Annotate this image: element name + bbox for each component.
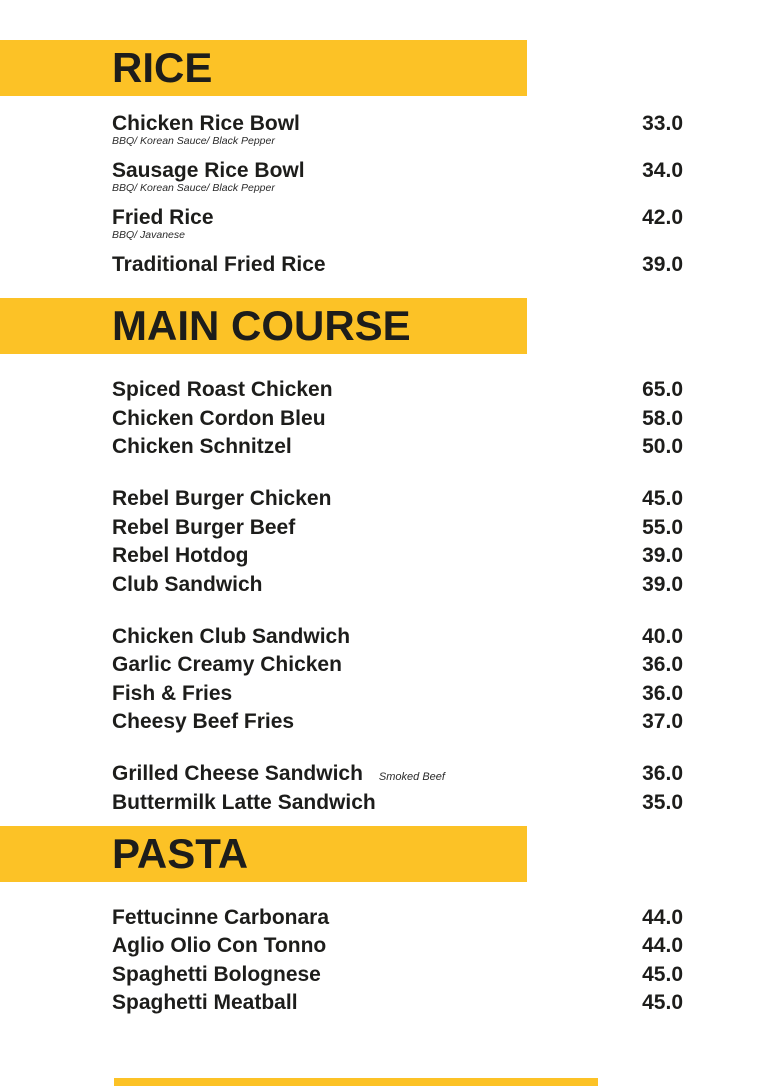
item-group (112, 112, 683, 276)
section-banner (0, 298, 527, 354)
menu-item-row (112, 435, 683, 458)
item-name: Spaghetti Bolognese (112, 962, 321, 986)
item-group (112, 378, 683, 458)
item-name-block (112, 934, 326, 957)
item-name-block (112, 573, 263, 596)
item-name-block (112, 253, 326, 276)
item-name: Fish & Fries (112, 681, 233, 705)
menu-item-row (112, 682, 683, 705)
item-name-block (112, 378, 333, 401)
menu-item-row (112, 159, 683, 195)
item-name-block (112, 112, 300, 148)
item-price: 39.0 (642, 572, 683, 596)
menu-item-row (112, 378, 683, 401)
item-name-block (112, 407, 326, 430)
section-items (0, 906, 768, 1015)
item-name: Fried Rice (112, 206, 214, 229)
item-price: 50.0 (642, 435, 683, 458)
item-name-block (112, 710, 294, 733)
menu-item-row (112, 762, 683, 785)
item-group (112, 625, 683, 734)
section-items (0, 112, 768, 276)
section-title: PASTA (112, 829, 249, 877)
item-price: 44.0 (642, 905, 683, 929)
menu-item-row (112, 487, 683, 510)
item-name: Club Sandwich (112, 572, 263, 596)
menu-item-row (112, 963, 683, 986)
item-name: Aglio Olio Con Tonno (112, 934, 327, 957)
item-name: Traditional Fried Rice (112, 253, 326, 276)
item-name: Rebel Burger Chicken (112, 487, 332, 510)
item-inline-note: Smoked Beef (378, 771, 445, 783)
section-banner (0, 40, 527, 96)
item-price: 44.0 (642, 934, 683, 957)
item-name-block (112, 625, 350, 648)
item-name-block (112, 206, 214, 242)
item-name: Fettucinne Carbonara (112, 905, 330, 929)
item-name-block (112, 682, 232, 705)
section-title: RICE (112, 44, 213, 91)
item-price: 36.0 (642, 653, 683, 676)
item-name-block (112, 544, 249, 567)
menu-item-row (112, 206, 683, 242)
item-price: 45.0 (642, 487, 683, 510)
item-name-block (112, 653, 342, 676)
item-name: Grilled Cheese Sandwich (112, 762, 363, 785)
item-name-block (112, 906, 329, 929)
item-name-block (112, 435, 292, 458)
item-price: 35.0 (642, 790, 683, 814)
item-price: 58.0 (642, 406, 683, 430)
item-name: Spiced Roast Chicken (112, 378, 333, 401)
next-section-banner-cutoff (114, 1078, 598, 1086)
menu-item-row (112, 710, 683, 733)
item-name: Chicken Club Sandwich (112, 624, 351, 648)
item-name: Buttermilk Latte Sandwich (112, 790, 376, 814)
item-name-block (112, 791, 376, 814)
item-price: 40.0 (642, 624, 683, 648)
item-name: Cheesy Beef Fries (112, 710, 295, 733)
item-name: Rebel Hotdog (112, 544, 249, 567)
menu-item-row (112, 791, 683, 814)
menu-section-pasta (0, 826, 768, 1015)
item-name-block (112, 516, 295, 539)
item-name: Rebel Burger Beef (112, 515, 296, 539)
item-price: 36.0 (642, 762, 683, 785)
menu-item-row (112, 991, 683, 1014)
section-title: MAIN COURSE (112, 302, 411, 349)
item-name-block (112, 762, 445, 785)
item-name-block (112, 159, 305, 195)
item-price: 65.0 (642, 378, 683, 401)
menu-item-row (112, 516, 683, 539)
section-items (0, 378, 768, 814)
section-banner (0, 826, 527, 882)
item-price: 36.0 (642, 681, 683, 705)
item-price: 37.0 (642, 710, 683, 733)
item-note: BBQ/ Korean Sauce/ Black Pepper (112, 182, 275, 194)
item-group (112, 487, 683, 596)
item-name-block (112, 991, 298, 1014)
item-group (112, 906, 683, 1015)
item-price: 45.0 (642, 991, 683, 1014)
item-name: Spaghetti Meatball (112, 991, 298, 1014)
item-note: BBQ/ Javanese (112, 229, 185, 241)
menu-item-row (112, 112, 683, 148)
item-price: 45.0 (642, 962, 683, 986)
menu-item-row (112, 407, 683, 430)
item-name: Chicken Rice Bowl (112, 112, 300, 135)
menu-section-main-course (0, 298, 768, 814)
menu-item-row (112, 625, 683, 648)
item-price: 55.0 (642, 515, 683, 539)
item-group (112, 762, 683, 814)
menu-item-row (112, 544, 683, 567)
item-price: 42.0 (642, 206, 683, 229)
item-name: Garlic Creamy Chicken (112, 653, 342, 676)
item-price: 34.0 (642, 159, 683, 182)
menu-section-rice (0, 40, 768, 276)
menu-sections (0, 40, 768, 1014)
menu-item-row (112, 934, 683, 957)
item-name: Chicken Cordon Bleu (112, 406, 326, 430)
item-price: 39.0 (642, 544, 683, 567)
item-name: Chicken Schnitzel (112, 435, 292, 458)
menu-item-row (112, 573, 683, 596)
menu-item-row (112, 906, 683, 929)
item-name: Sausage Rice Bowl (112, 159, 305, 182)
menu-item-row (112, 653, 683, 676)
item-price: 39.0 (642, 253, 683, 276)
menu-item-row (112, 253, 683, 276)
item-note: BBQ/ Korean Sauce/ Black Pepper (112, 135, 275, 147)
item-price: 33.0 (642, 112, 683, 135)
item-name-block (112, 963, 321, 986)
item-name-block (112, 487, 331, 510)
